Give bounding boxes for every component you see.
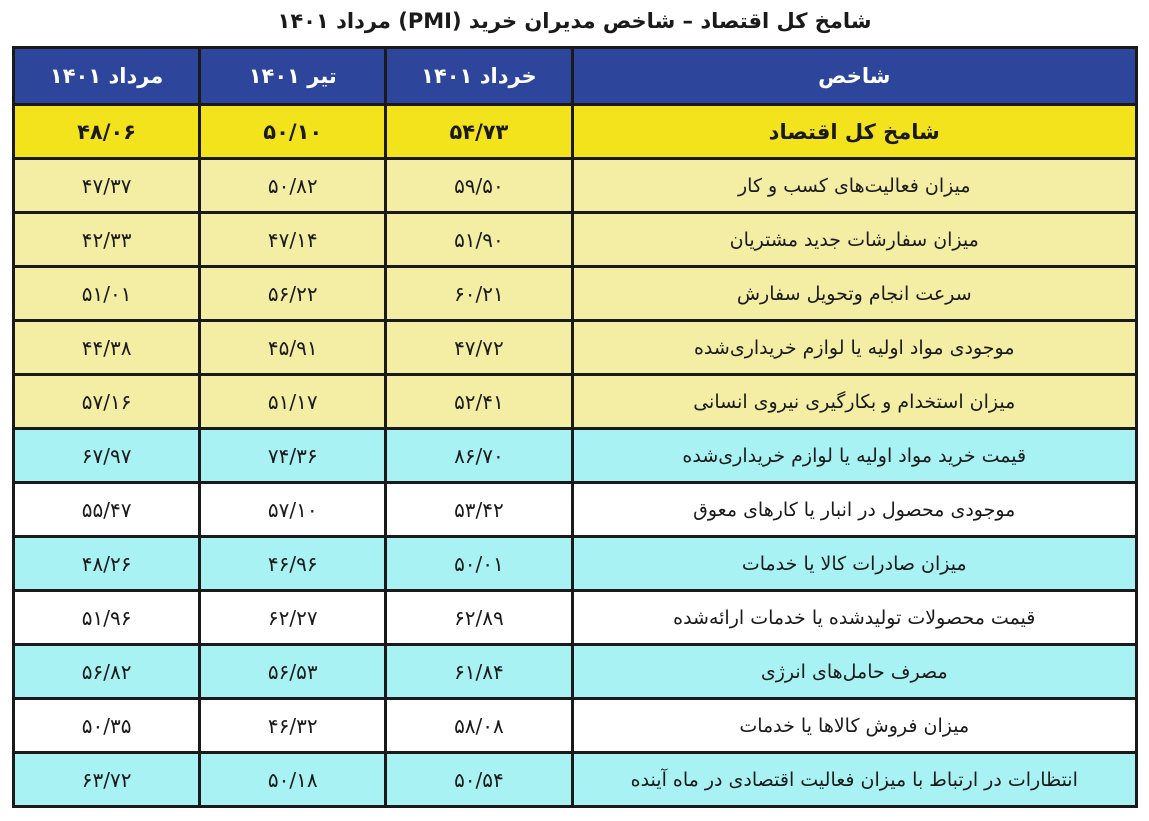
cell-mordad: ۵۷/۱۶ xyxy=(14,375,200,429)
cell-khordad: ۵۱/۹۰ xyxy=(386,213,572,267)
cell-mordad: ۵۵/۴۷ xyxy=(14,483,200,537)
page-title: شامخ کل اقتصاد – شاخص مدیران خرید (PMI) مرداد ۱۴۰۱ xyxy=(277,9,872,33)
row-label: سرعت انجام وتحویل سفارش xyxy=(572,267,1137,321)
row-label: میزان سفارشات جدید مشتریان xyxy=(572,213,1137,267)
cell-mordad: ۵۱/۹۶ xyxy=(14,591,200,645)
cell-khordad: ۶۱/۸۴ xyxy=(386,645,572,699)
table-row xyxy=(14,645,1137,699)
cell-mordad: ۴۴/۳۸ xyxy=(14,321,200,375)
cell-mordad: ۴۸/۰۶ xyxy=(14,105,200,159)
table-row xyxy=(14,375,1137,429)
cell-mordad: ۴۲/۳۳ xyxy=(14,213,200,267)
cell-khordad: ۵۸/۰۸ xyxy=(386,699,572,753)
cell-tir: ۵۷/۱۰ xyxy=(200,483,386,537)
cell-khordad: ۸۶/۷۰ xyxy=(386,429,572,483)
table-row xyxy=(14,267,1137,321)
header-tir: تیر ۱۴۰۱ xyxy=(200,48,386,105)
cell-tir: ۴۶/۹۶ xyxy=(200,537,386,591)
table-header xyxy=(14,48,1137,105)
header-khordad: خرداد ۱۴۰۱ xyxy=(386,48,572,105)
row-label: انتظارات در ارتباط با میزان فعالیت اقتصادی در ماه آینده xyxy=(572,753,1137,807)
cell-khordad: ۵۹/۵۰ xyxy=(386,159,572,213)
table-row xyxy=(14,321,1137,375)
row-label: میزان فروش کالاها یا خدمات xyxy=(572,699,1137,753)
header-mordad: مرداد ۱۴۰۱ xyxy=(14,48,200,105)
cell-mordad: ۵۱/۰۱ xyxy=(14,267,200,321)
pmi-table xyxy=(12,46,1138,808)
cell-mordad: ۴۸/۲۶ xyxy=(14,537,200,591)
header-row xyxy=(14,48,1137,105)
cell-khordad: ۶۰/۲۱ xyxy=(386,267,572,321)
row-label: قیمت خرید مواد اولیه یا لوازم خریداری‌شده xyxy=(572,429,1137,483)
cell-tir: ۶۲/۲۷ xyxy=(200,591,386,645)
cell-mordad: ۶۷/۹۷ xyxy=(14,429,200,483)
table-row xyxy=(14,483,1137,537)
cell-khordad: ۶۲/۸۹ xyxy=(386,591,572,645)
cell-khordad: ۵۲/۴۱ xyxy=(386,375,572,429)
cell-tir: ۵۱/۱۷ xyxy=(200,375,386,429)
cell-mordad: ۵۰/۳۵ xyxy=(14,699,200,753)
row-label: میزان صادرات کالا یا خدمات xyxy=(572,537,1137,591)
cell-tir: ۵۰/۸۲ xyxy=(200,159,386,213)
row-label: میزان فعالیت‌های کسب و کار xyxy=(572,159,1137,213)
cell-khordad: ۵۰/۵۴ xyxy=(386,753,572,807)
cell-tir: ۵۶/۵۳ xyxy=(200,645,386,699)
cell-khordad: ۵۴/۷۳ xyxy=(386,105,572,159)
cell-mordad: ۵۶/۸۲ xyxy=(14,645,200,699)
header-index: شاخص xyxy=(572,48,1137,105)
row-label: مصرف حامل‌های انرژی xyxy=(572,645,1137,699)
table-row xyxy=(14,537,1137,591)
cell-tir: ۷۴/۳۶ xyxy=(200,429,386,483)
cell-khordad: ۵۰/۰۱ xyxy=(386,537,572,591)
cell-tir: ۵۶/۲۲ xyxy=(200,267,386,321)
cell-tir: ۴۵/۹۱ xyxy=(200,321,386,375)
cell-tir: ۴۷/۱۴ xyxy=(200,213,386,267)
table-body xyxy=(14,105,1137,807)
cell-tir: ۵۰/۱۰ xyxy=(200,105,386,159)
table-row xyxy=(14,591,1137,645)
table-row xyxy=(14,213,1137,267)
table-row xyxy=(14,699,1137,753)
cell-khordad: ۵۳/۴۲ xyxy=(386,483,572,537)
table-row xyxy=(14,159,1137,213)
table-row xyxy=(14,105,1137,159)
cell-tir: ۴۶/۳۲ xyxy=(200,699,386,753)
cell-tir: ۵۰/۱۸ xyxy=(200,753,386,807)
row-label: میزان استخدام و بکارگیری نیروی انسانی xyxy=(572,375,1137,429)
table-row xyxy=(14,429,1137,483)
row-label: شامخ کل اقتصاد xyxy=(572,105,1137,159)
row-label: موجودی مواد اولیه یا لوازم خریداری‌شده xyxy=(572,321,1137,375)
table-row xyxy=(14,753,1137,807)
cell-khordad: ۴۷/۷۲ xyxy=(386,321,572,375)
row-label: قیمت محصولات تولیدشده یا خدمات ارائه‌شده xyxy=(572,591,1137,645)
cell-mordad: ۴۷/۳۷ xyxy=(14,159,200,213)
row-label: موجودی محصول در انبار یا کارهای معوق xyxy=(572,483,1137,537)
cell-mordad: ۶۳/۷۲ xyxy=(14,753,200,807)
